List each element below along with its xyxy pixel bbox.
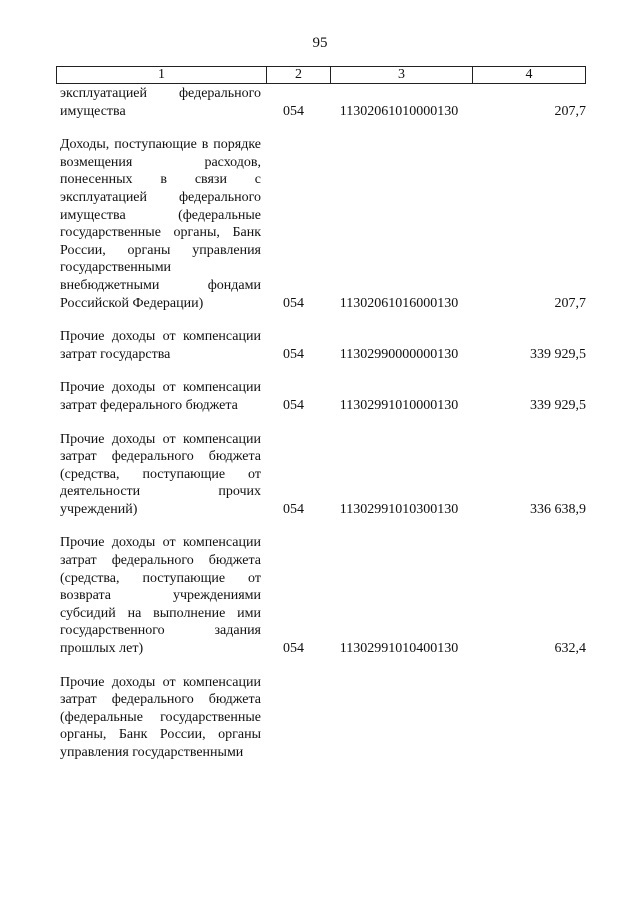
table-row	[56, 534, 586, 657]
row-kbk-code: 11302061016000130	[339, 295, 459, 311]
row-description: Прочие доходы от компенсации затрат федерального бюджета (средства, поступающие от деятельности прочих учреждений)	[60, 431, 261, 517]
row-admin-code: 054	[283, 501, 304, 517]
row-kbk-code: 11302061010000130	[339, 103, 459, 119]
table-header	[56, 66, 586, 84]
row-admin-code: 054	[283, 641, 304, 657]
table-row	[56, 674, 586, 762]
row-amount: 632,4	[554, 641, 586, 657]
column-header-2: 2	[267, 67, 331, 83]
table-row	[56, 328, 586, 363]
column-header-1: 1	[57, 67, 267, 83]
table-row	[56, 136, 586, 312]
row-amount: 336 638,9	[530, 501, 586, 517]
column-header-3: 3	[331, 67, 473, 83]
page-number: 95	[312, 35, 328, 51]
row-admin-code: 054	[283, 397, 304, 413]
column-header-4: 4	[525, 67, 533, 82]
row-description: Прочие доходы от компенсации затрат государства	[60, 329, 261, 362]
table-body	[56, 85, 586, 778]
row-description: Доходы, поступающие в порядке возмещения расходов, понесенных в связи с эксплуатацией федерального имущества (федеральные государственные органы, Банк России, органы управления государственными внебюджетными фондами Российской Федерации)	[60, 137, 261, 311]
row-description: Прочие доходы от компенсации затрат федерального бюджета (средства, поступающие от возврата учреждениями субсидий на выполнение ими государственного задания прошлых лет)	[60, 535, 261, 657]
row-admin-code: 054	[283, 103, 304, 119]
row-kbk-code: 11302991010300130	[339, 501, 459, 517]
row-admin-code: 054	[283, 295, 304, 311]
row-description: эксплуатацией федерального имущества	[60, 86, 261, 119]
row-amount: 339 929,5	[530, 397, 586, 413]
row-amount: 339 929,5	[530, 346, 586, 362]
row-kbk-code: 11302991010000130	[339, 397, 459, 413]
row-kbk-code: 11302991010400130	[339, 641, 459, 657]
row-admin-code: 054	[283, 346, 304, 362]
table-row	[56, 431, 586, 519]
table-row	[56, 85, 586, 120]
row-amount: 207,7	[554, 103, 586, 119]
table-row	[56, 379, 586, 414]
row-kbk-code: 11302990000000130	[339, 346, 459, 362]
row-description: Прочие доходы от компенсации затрат федерального бюджета	[60, 380, 261, 413]
row-description: Прочие доходы от компенсации затрат федерального бюджета (федеральные государственные органы, Банк России, органы управления государственными	[60, 674, 261, 760]
row-amount: 207,7	[554, 295, 586, 311]
